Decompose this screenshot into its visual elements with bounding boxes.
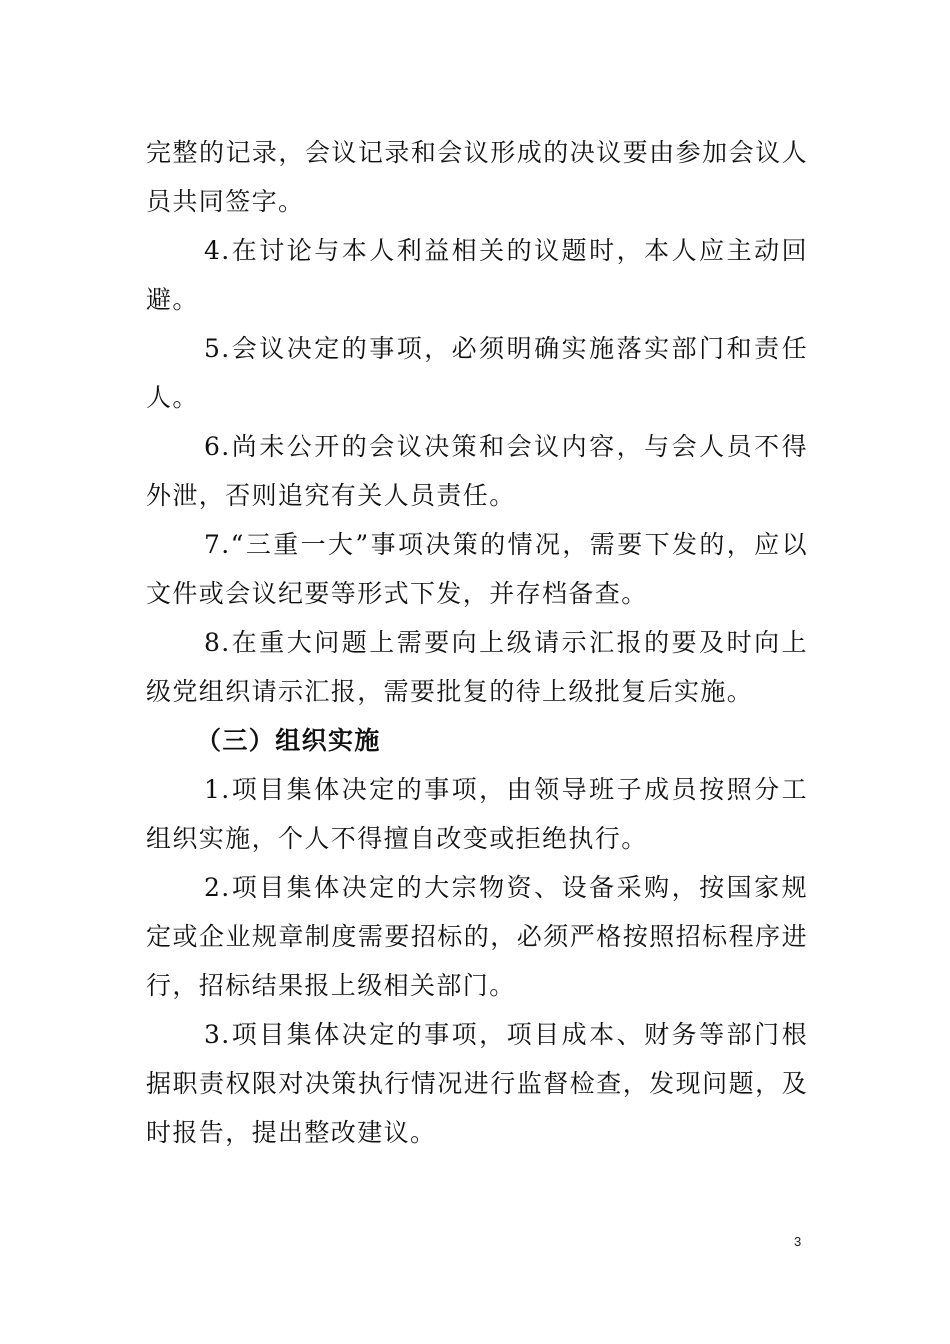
section-paragraph-item-1: 1.项目集体决定的事项，由领导班子成员按照分工组织实施，个人不得擅自改变或拒绝执行。 xyxy=(146,775,808,853)
section-heading: （三）组织实施 xyxy=(196,726,381,755)
paragraph-item-6: 6.尚未公开的会议决策和会议内容，与会人员不得外泄，否则追究有关人员责任。 xyxy=(146,432,808,510)
section-paragraph-item-3: 3.项目集体决定的事项，项目成本、财务等部门根据职责权限对决策执行情况进行监督检查，发现问题，及时报告，提出整改建议。 xyxy=(146,1020,808,1147)
document-body xyxy=(146,128,808,1157)
page-number: 3 xyxy=(794,1234,802,1249)
paragraph-item-4: 4.在讨论与本人利益相关的议题时，本人应主动回避。 xyxy=(146,236,808,314)
paragraph-item-5: 5.会议决定的事项，必须明确实施落实部门和责任人。 xyxy=(146,334,808,412)
section-paragraph-item-2: 2.项目集体决定的大宗物资、设备采购，按国家规定或企业规章制度需要招标的，必须严格按照招标程序进行，招标结果报上级相关部门。 xyxy=(146,873,808,1000)
paragraph-continued-record: 完整的记录，会议记录和会议形成的决议要由参加会议人员共同签字。 xyxy=(146,138,808,216)
paragraph-item-8: 8.在重大问题上需要向上级请示汇报的要及时向上级党组织请示汇报，需要批复的待上级批复后实施。 xyxy=(146,628,808,706)
paragraph-item-7: 7.“三重一大”事项决策的情况，需要下发的，应以文件或会议纪要等形式下发，并存档备查。 xyxy=(146,530,808,608)
